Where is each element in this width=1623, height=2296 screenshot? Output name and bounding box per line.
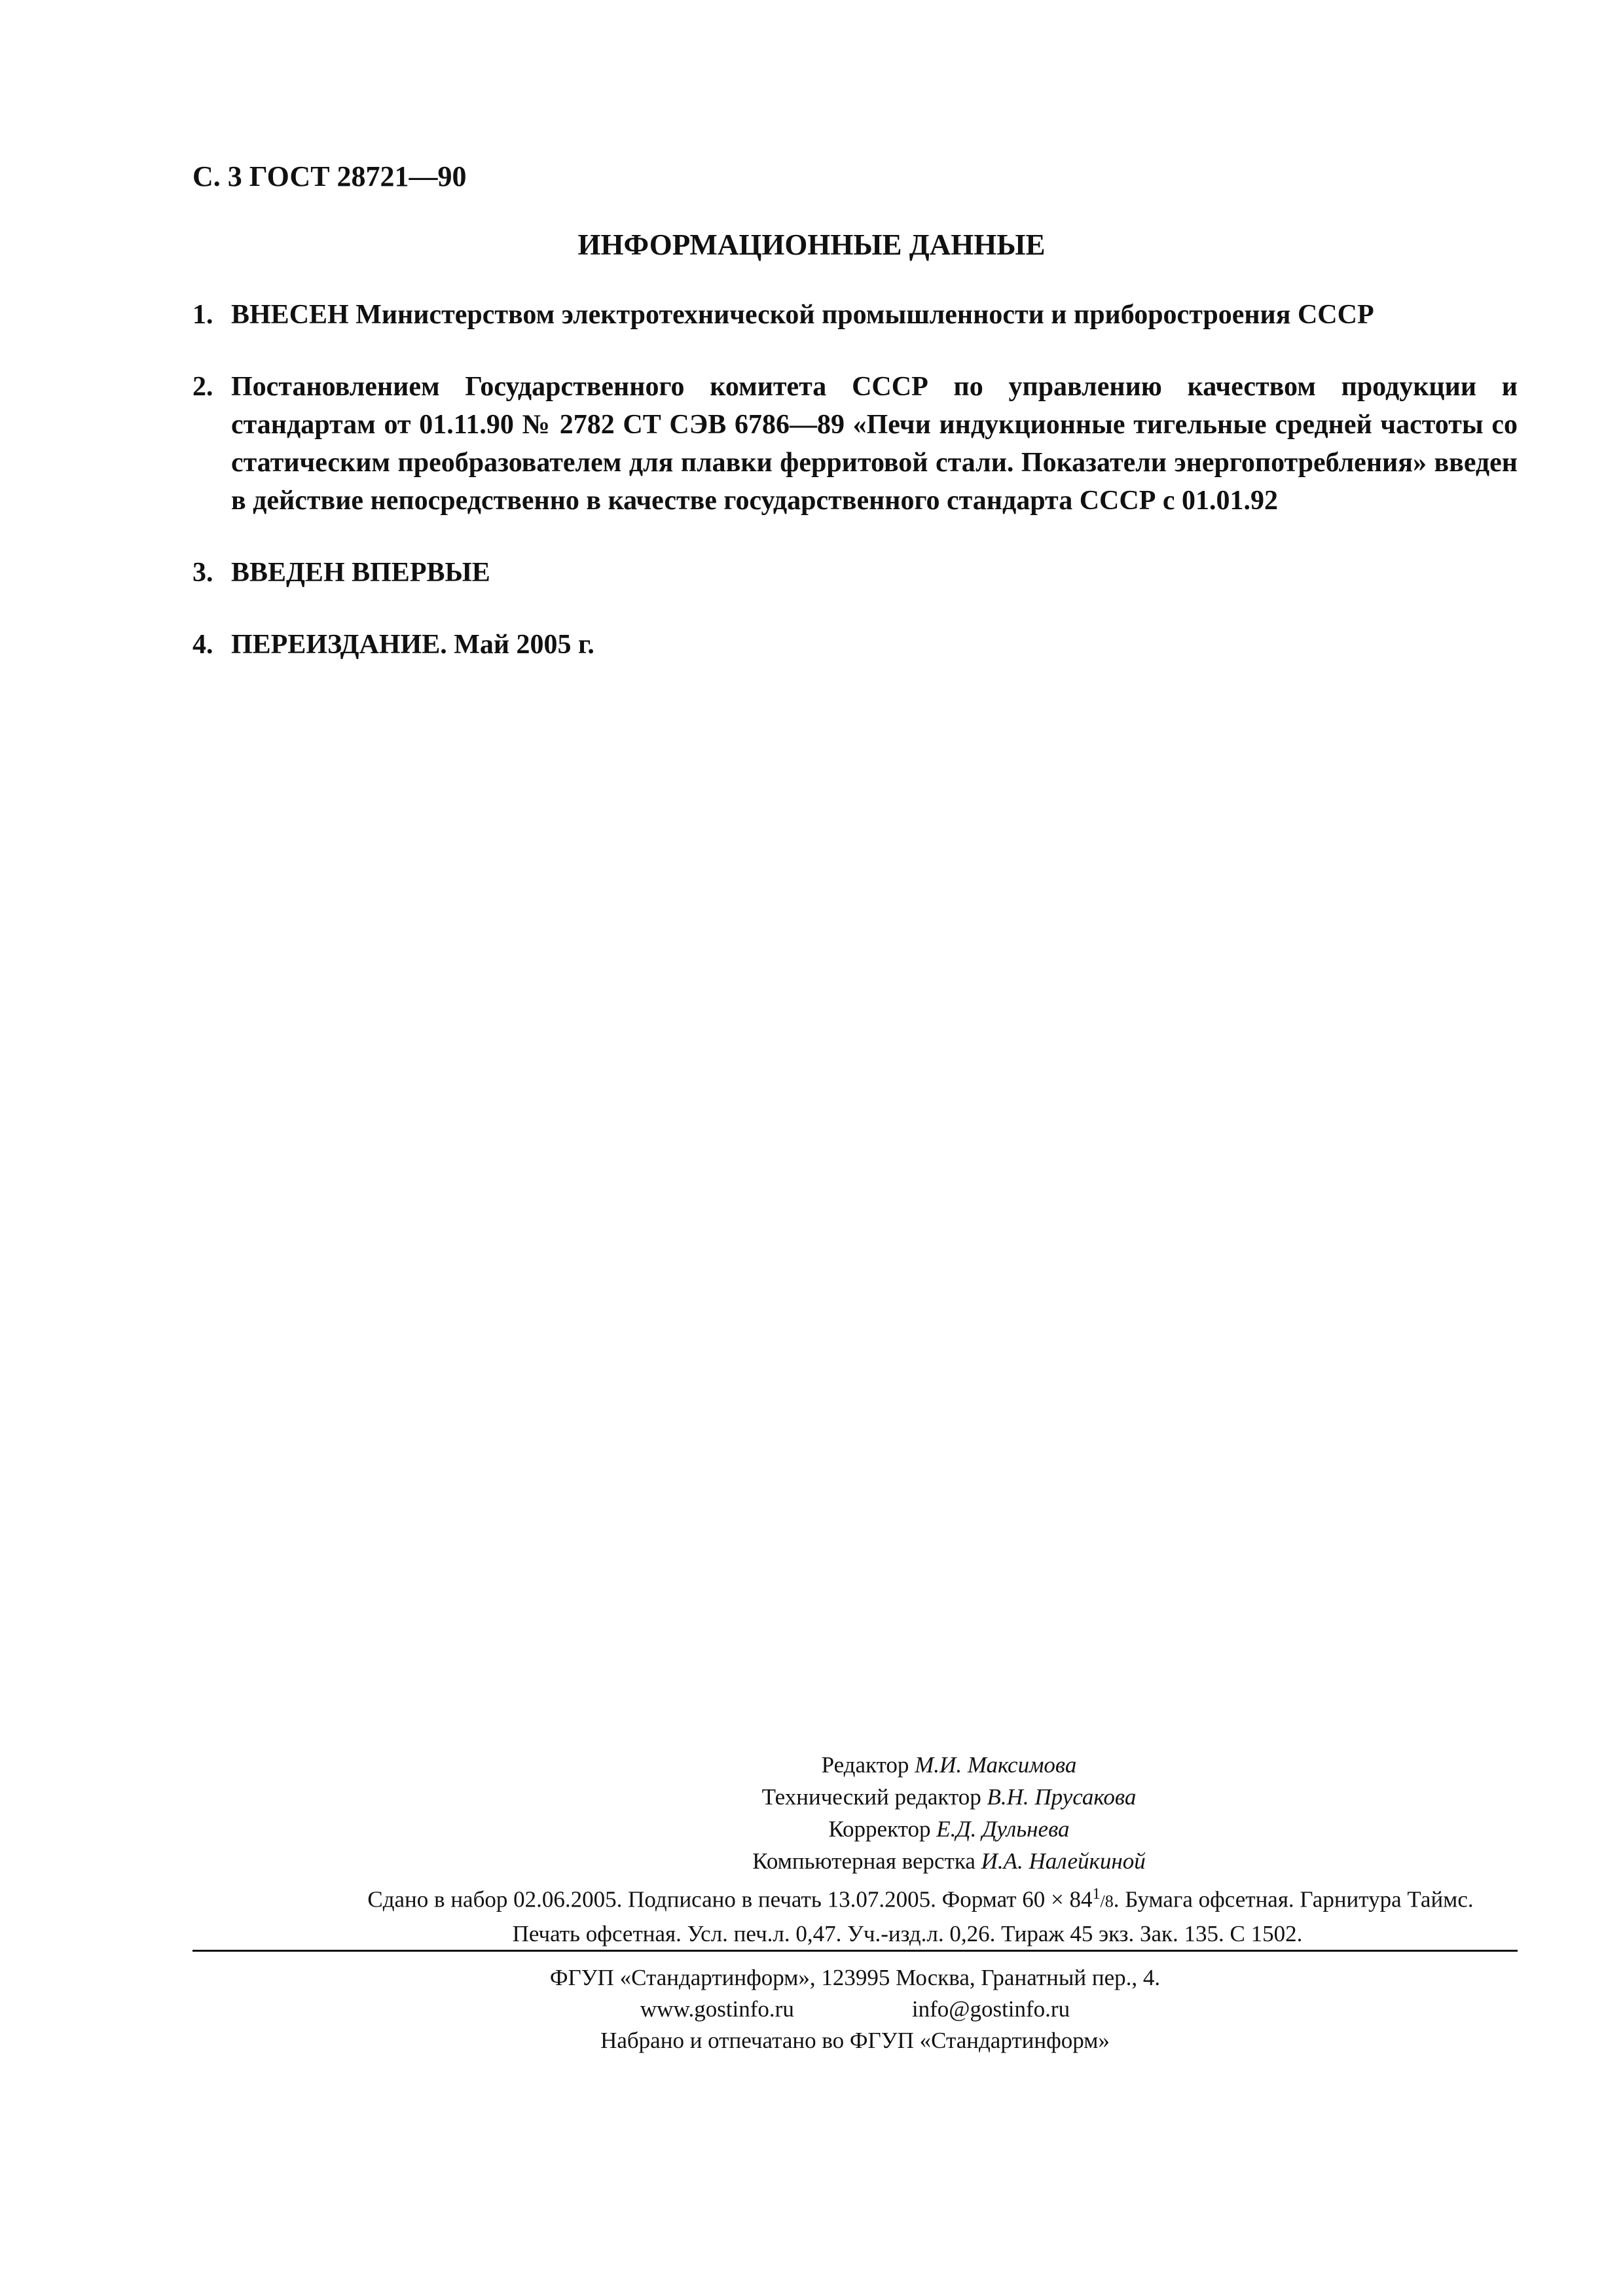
info-item-1 [192, 296, 1518, 334]
item-text: ВВЕДЕН ВПЕРВЫЕ [231, 558, 490, 588]
print-info-text: . Бумага офсетная. Гарнитура Таймс. [1113, 1886, 1474, 1912]
credit-editor [0, 1749, 1623, 1781]
editorial-credits [0, 1749, 1623, 1877]
item-text: ПЕРЕИЗДАНИЕ. Май 2005 г. [231, 630, 594, 660]
info-item-4 [192, 626, 1518, 664]
credit-tech-editor [0, 1781, 1623, 1813]
page-header: С. 3 ГОСТ 28721—90 [192, 160, 467, 192]
print-info-line-2: Печать офсетная. Усл. печ.л. 0,47. Уч.-изд.л. 0,26. Тираж 45 экз. Зак. 135. С 1502. [512, 1920, 1303, 1946]
format-fraction-numerator: 1 [1092, 1886, 1101, 1903]
print-info-line-1 [192, 1878, 1518, 1918]
print-info-text: Сдано в набор 02.06.2005. Подписано в печать 13.07.2005. Формат 60 × 84 [367, 1886, 1093, 1912]
credit-label: Корректор [828, 1816, 931, 1842]
credit-name: М.И. Максимова [915, 1752, 1077, 1778]
publisher-info [192, 1962, 1518, 2056]
info-item-2 [192, 368, 1518, 520]
credit-name: Е.Д. Дульнева [936, 1816, 1070, 1842]
print-info [192, 1878, 1518, 1950]
publisher-website: www.gostinfo.ru [640, 1996, 794, 2022]
item-number: 1. [192, 300, 213, 330]
format-fraction-denominator: /8 [1100, 1892, 1114, 1911]
credit-label: Компьютерная верстка [752, 1848, 976, 1874]
publisher-address: ФГУП «Стандартинформ», 123995 Москва, Гранатный пер., 4. [549, 1965, 1161, 1990]
publisher-printed-by: Набрано и отпечатано во ФГУП «Стандартинформ» [600, 2028, 1110, 2053]
credit-name: В.Н. Прусакова [987, 1784, 1137, 1810]
publisher-contacts [192, 1994, 1518, 2025]
publisher-email: info@gostinfo.ru [911, 1996, 1070, 2022]
item-number: 2. [192, 372, 213, 402]
credit-layout [0, 1845, 1623, 1877]
item-text: ВНЕСЕН Министерством электротехнической промышленности и приборостроения СССР [231, 300, 1374, 330]
credit-label: Редактор [821, 1752, 909, 1778]
item-text: Постановлением Государственного комитета СССР по управлению качеством продукции и стандартам от 01.11.90 № 2782 СТ СЭВ 6786—89 «Печи индукционные тигельные средней частоты со статическим преобразователем для плавки ферритовой стали. Показатели энергопотребления» введен в действие непосредственно в качестве государственного стандарта СССР с 01.01.92 [231, 372, 1518, 516]
credit-label: Технический редактор [761, 1784, 981, 1810]
item-number: 4. [192, 630, 213, 660]
info-items-list [192, 296, 1518, 698]
horizontal-rule [192, 1950, 1518, 1952]
credit-name: И.А. Налейкиной [981, 1848, 1146, 1874]
info-item-3 [192, 554, 1518, 592]
item-number: 3. [192, 558, 213, 588]
credit-corrector [0, 1813, 1623, 1845]
document-title: ИНФОРМАЦИОННЫЕ ДАННЫЕ [577, 228, 1046, 261]
